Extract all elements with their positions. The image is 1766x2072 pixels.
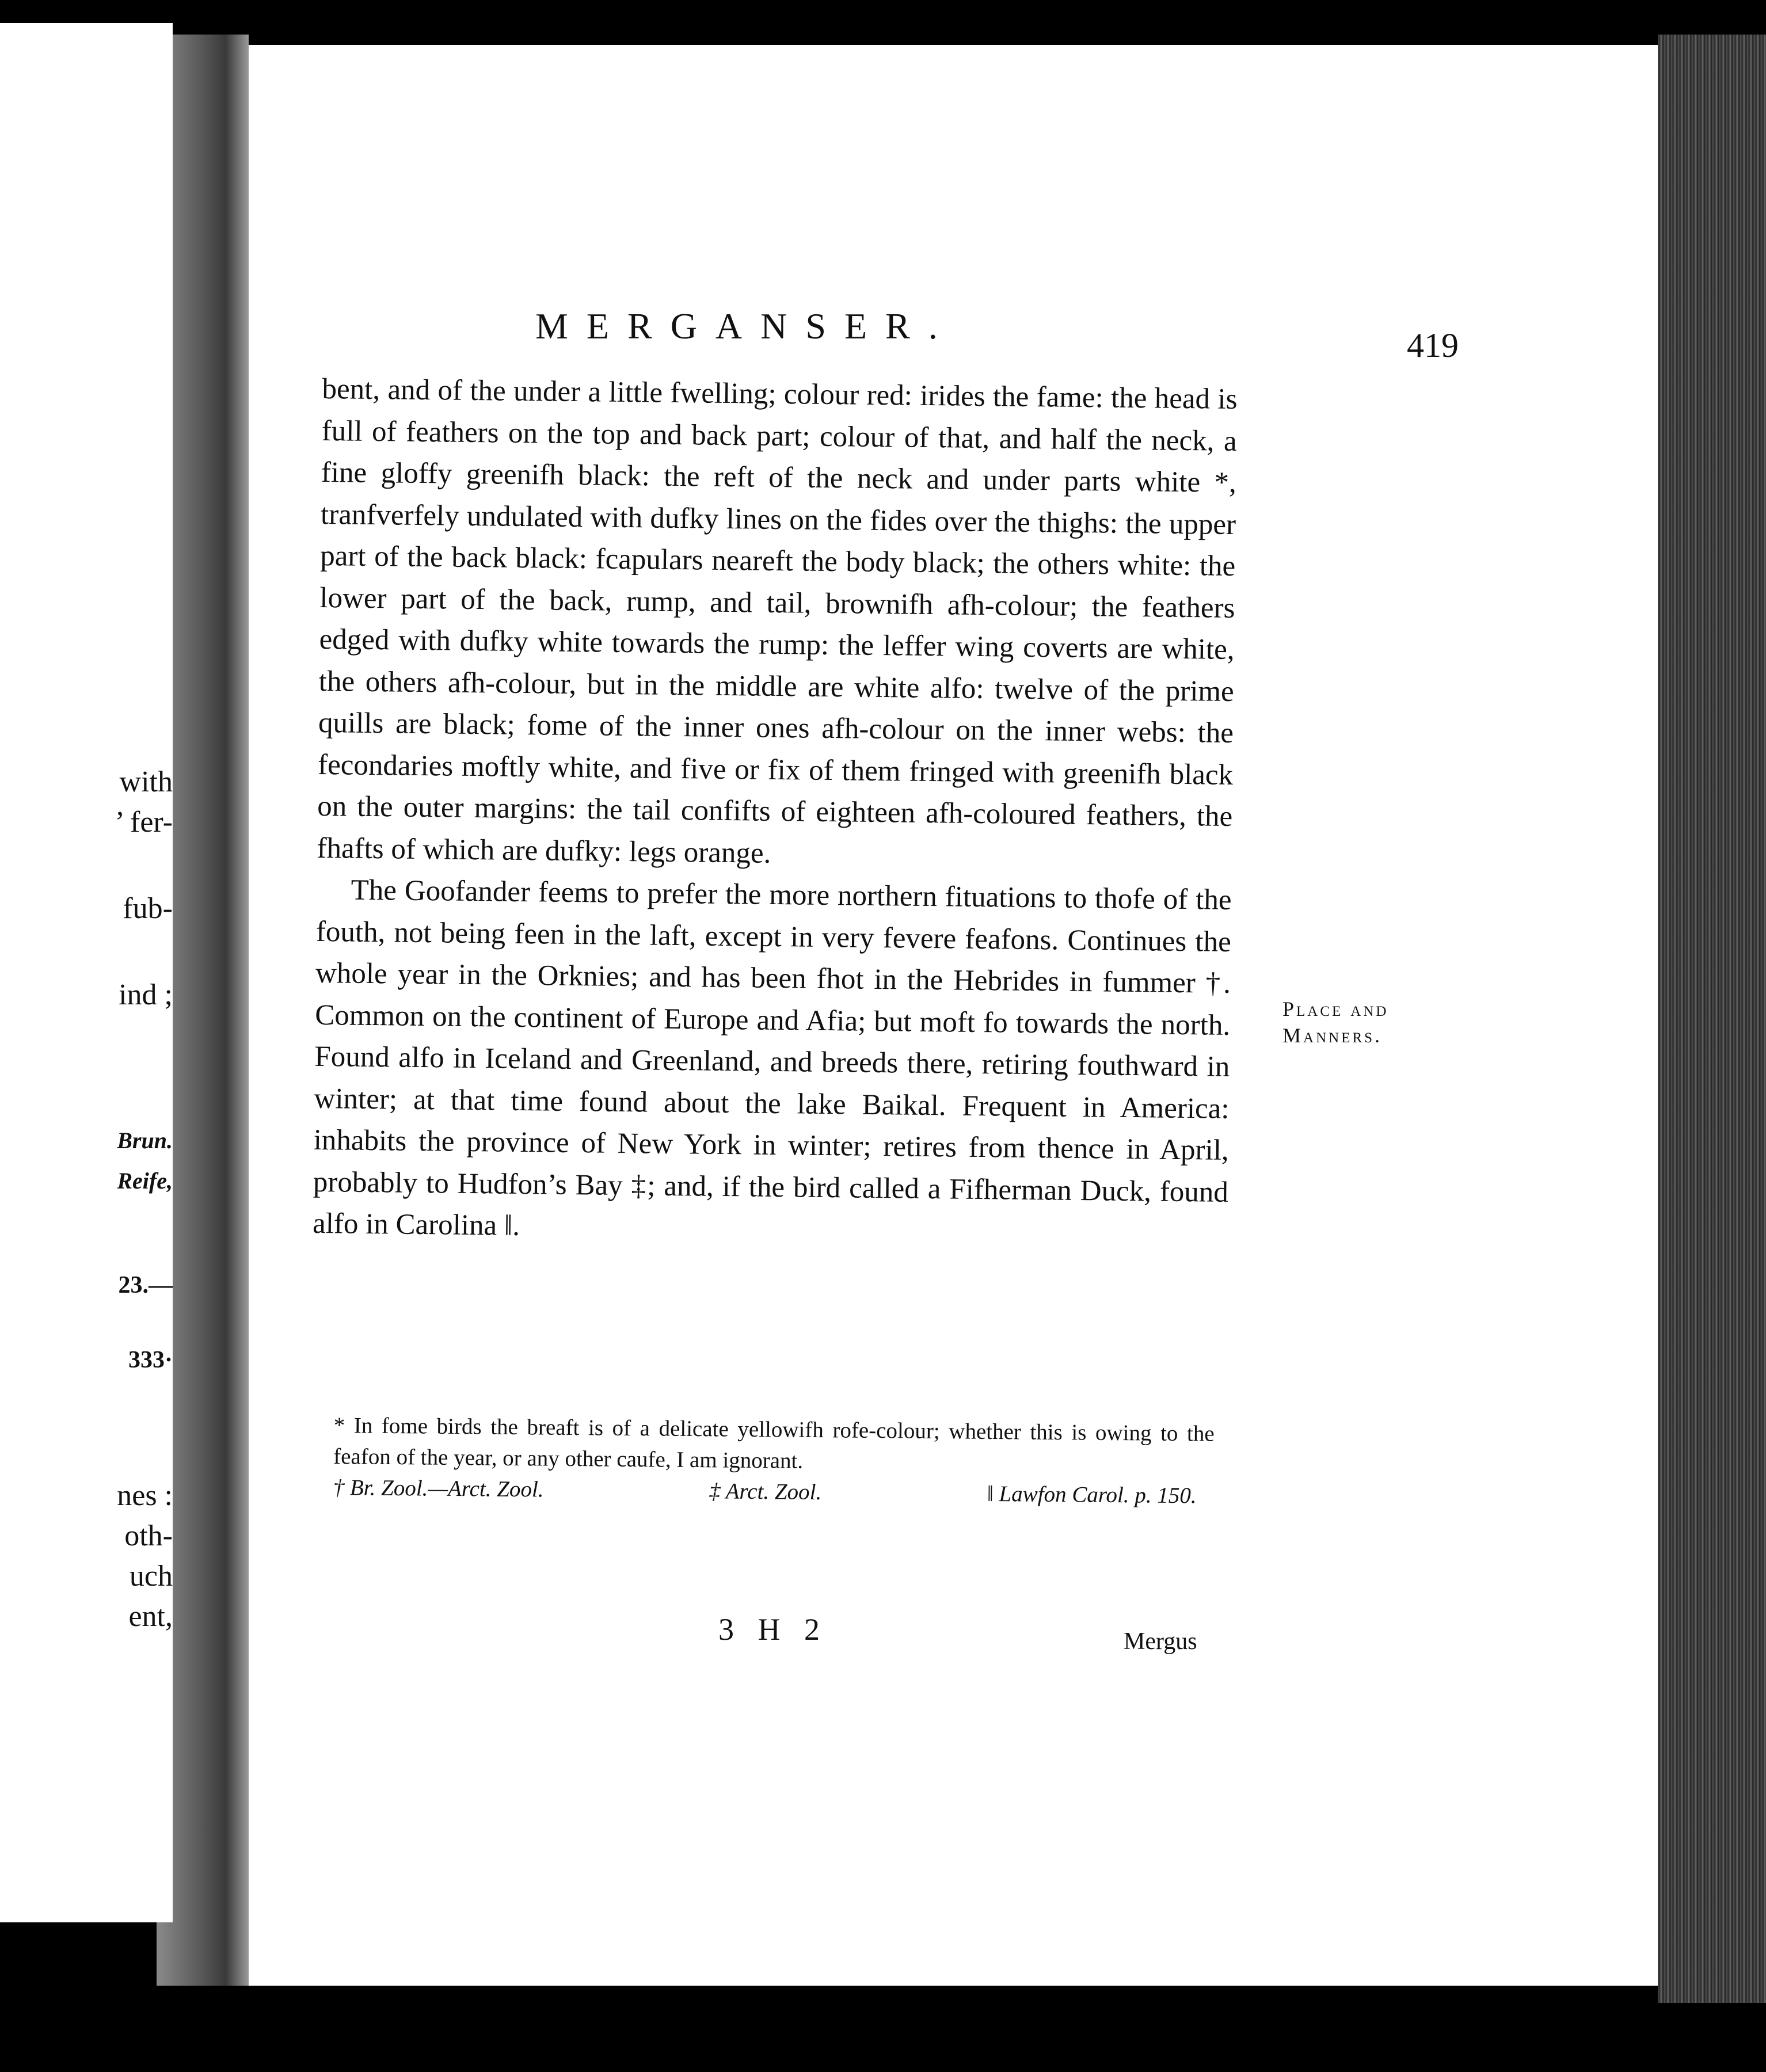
- left-page-fragment: oth-: [124, 1519, 173, 1552]
- signature-mark: 3 H 2: [718, 1612, 828, 1647]
- body-text: [313, 368, 1238, 1255]
- footnotes: [333, 1410, 1214, 1512]
- running-head: MERGANSER.: [535, 306, 956, 346]
- footnote-parallel: ‖ Lawfon Carol. p. 150.: [987, 1481, 1197, 1509]
- description-paragraph: bent, and of the under a little fwelling; colour red: irides the fame: the head is full of feathers on the top and back part; colour of that, and half the neck, a fine gloffy greenifh black: the reft of the neck and under parts white *, tranfverfely undulated with dufky lines on the fides over the thighs: the upper part of the back black: fcapulars neareft the body black; the others white: the lower part of the back, rump, and tail, brownifh afh-colour; the feathers edged with dufky white towards the rump: the leffer wing coverts are white, the others afh-colour, but in the middle are white alfo: twelve of the prime quills are black; fome of the inner ones afh-colour on the inner webs: the fecondaries moftly white, and five or fix of them fringed with greenifh black on the outer margins: the tail confifts of eighteen afh-coloured feathers, the fhafts of which are dufky: legs orange.: [317, 372, 1238, 870]
- left-page-fragment: Reife,: [117, 1168, 173, 1194]
- left-page-fragment: ’ fer-: [115, 806, 173, 839]
- left-page-fragment: ind ;: [119, 978, 173, 1011]
- page-number: 419: [1407, 326, 1459, 364]
- sidenote-line: Manners.: [1282, 1024, 1383, 1047]
- place-and-manners-paragraph: The Goofander feems to prefer the more northern fituations to thofe of the fouth, not being feen in the laft, except in very fevere feafons. Continues the whole year in the Orknies; and has been fhot in the Hebrides in fummer †. Common on the continent of Europe and Afia; but moft fo towards the north. Found alfo in Iceland and Greenland, and breeds there, retiring fouthward in winter; at that time found about the lake Baikal. Frequent in America: inhabits the province of New York in winter; retires from thence in April, probably to Hudfon’s Bay ‡; and, if the bird called a Fifherman Duck, found alfo in Carolina ‖.: [312, 874, 1232, 1242]
- left-page-fragment: ent,: [128, 1600, 173, 1633]
- left-page-fragment: Brun.: [117, 1128, 173, 1153]
- left-page-fragment: 333·: [128, 1347, 173, 1373]
- left-page-fragment: fub-: [123, 892, 173, 925]
- left-page-fragment: nes :: [117, 1479, 173, 1512]
- catchword: Mergus: [1124, 1628, 1197, 1655]
- footnote-asterisk: * In fome birds the breaft is of a delicate yellowifh rofe-colour; whether this is owing to the feafon of the year, or any other caufe, I am ignorant.: [333, 1412, 1215, 1473]
- left-page-fragment: uch: [129, 1560, 173, 1593]
- book-fore-edge: [1658, 35, 1766, 2003]
- left-page-fragment: with: [119, 765, 173, 798]
- footnote-dagger: † Br. Zool.—Arct. Zool.: [333, 1475, 544, 1502]
- margin-sidenote: [1282, 996, 1421, 1049]
- sidenote-line: Place and: [1282, 997, 1389, 1020]
- left-page-fragment: 23.—: [118, 1272, 173, 1298]
- previous-page-edge: [0, 23, 173, 1922]
- footnote-double-dagger: ‡ Arct. Zool.: [709, 1479, 822, 1505]
